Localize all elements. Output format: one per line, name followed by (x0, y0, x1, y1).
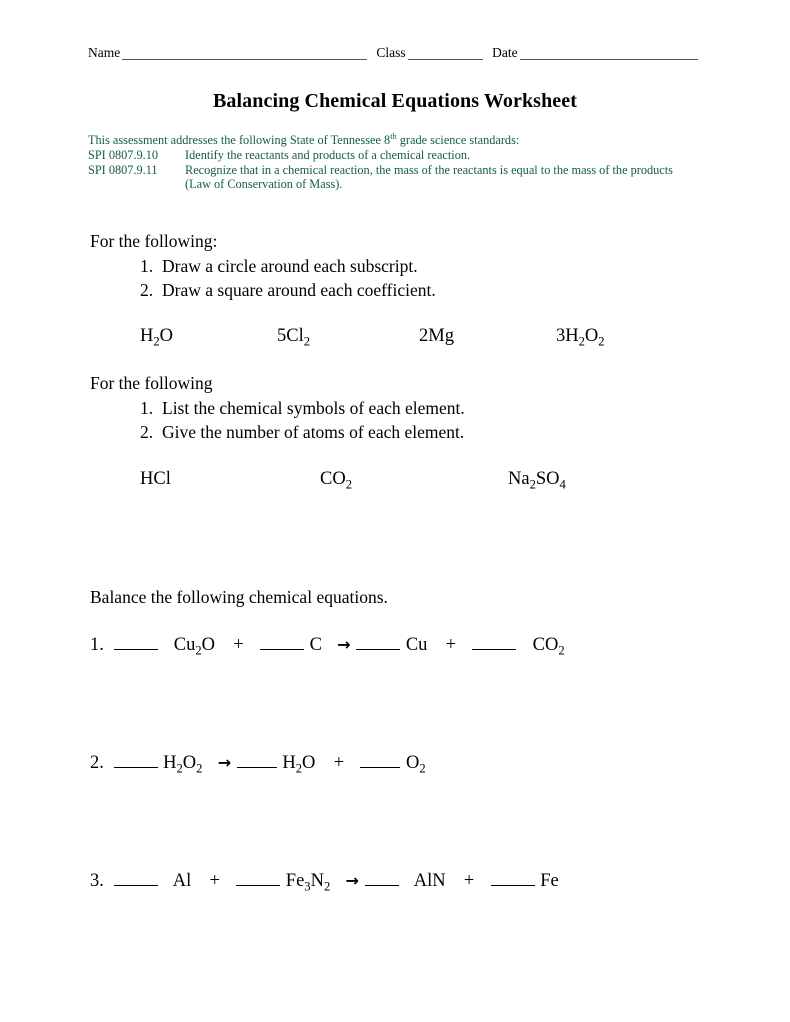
list-item (90, 278, 436, 303)
reaction-arrow-icon: → (337, 635, 351, 654)
coefficient-blank[interactable] (360, 754, 400, 768)
formula-2mg (419, 323, 454, 349)
section-two-formula-row (0, 466, 790, 492)
formula-text: 2Mg (419, 326, 454, 346)
list-item (90, 254, 436, 279)
coefficient-blank[interactable] (491, 872, 535, 886)
plus-sign: + (333, 753, 345, 773)
equation-1 (90, 632, 565, 658)
list-item-text: Draw a square around each coefficient. (162, 280, 436, 300)
formula-text: CO (320, 469, 346, 489)
formula-text: SO (535, 469, 560, 489)
coefficient-blank[interactable] (114, 872, 158, 886)
list-marker: 2. (140, 280, 154, 300)
class-label: Class (376, 45, 406, 60)
formula-text: H (140, 326, 154, 346)
formula-text: Na (508, 469, 530, 489)
formula-fe (540, 871, 559, 891)
list-marker: 1. (140, 397, 154, 418)
formula-text: O (182, 753, 197, 773)
list-item (90, 420, 465, 445)
standard-code: SPI 0807.9.11 (88, 162, 158, 177)
formula-subscript: 2 (176, 761, 183, 776)
formula-subscript: 2 (598, 334, 605, 349)
formula-text: CO (532, 635, 559, 655)
formula-text: O (201, 635, 216, 655)
equation-number: 2. (90, 753, 104, 773)
standard-code: SPI 0807.9.10 (88, 148, 159, 163)
balance-section-heading: Balance the following chemical equations. (90, 587, 388, 607)
section-one-formula-row (0, 323, 790, 349)
coefficient-blank[interactable] (260, 636, 304, 650)
section-one-heading: For the following: (90, 231, 218, 251)
list-item-text: Draw a circle around each subscript. (162, 255, 418, 276)
student-info-header (88, 46, 698, 60)
reaction-arrow-icon: → (217, 753, 232, 772)
formula-subscript: 2 (419, 761, 426, 776)
formula-text: Fe (285, 871, 305, 891)
formula-subscript: 3 (304, 879, 311, 894)
list-item (90, 396, 465, 421)
coefficient-blank[interactable] (114, 754, 158, 768)
formula-text: O (302, 753, 316, 773)
coefficient-blank[interactable] (365, 872, 399, 886)
class-write-in-line[interactable] (408, 48, 483, 60)
plus-sign: + (445, 635, 457, 655)
formula-subscript: 2 (558, 643, 565, 658)
coefficient-blank[interactable] (237, 754, 277, 768)
formula-aln (414, 871, 446, 891)
section-one-instructions (90, 229, 436, 303)
formula-text: 3H (556, 326, 579, 346)
formula-na2so4 (508, 466, 566, 492)
formula-subscript: 2 (345, 477, 352, 492)
list-item-text: List the chemical symbols of each element. (162, 397, 465, 418)
coefficient-blank[interactable] (472, 636, 516, 650)
standard-description: Recognize that in a chemical reaction, the mass of the reactants is equal to the mass of the products (Law of Conservation of Mass). (185, 162, 673, 192)
date-label: Date (492, 45, 518, 60)
standards-intro-text-b: grade science standards: (396, 133, 520, 147)
formula-fe3n2 (285, 871, 331, 894)
formula-subscript: 2 (195, 643, 202, 658)
formula-text: N (310, 871, 324, 891)
formula-c (310, 635, 322, 655)
standards-block (88, 133, 688, 192)
formula-subscript: 2 (529, 477, 536, 492)
page-title: Balancing Chemical Equations Worksheet (212, 90, 578, 112)
formula-subscript: 4 (559, 477, 566, 492)
formula-text: Fe (540, 871, 559, 891)
formula-h2o2 (163, 753, 203, 776)
coefficient-blank[interactable] (114, 636, 158, 650)
formula-o2 (405, 753, 426, 776)
formula-cu2o (173, 635, 216, 658)
equation-2 (90, 750, 426, 776)
date-write-in-line[interactable] (520, 48, 698, 60)
formula-h2o (140, 323, 173, 349)
section-two-instructions (90, 371, 465, 445)
equation-number: 3. (90, 871, 104, 891)
formula-text: Al (172, 871, 192, 891)
formula-hcl (140, 466, 171, 492)
formula-subscript: 2 (578, 334, 585, 349)
name-write-in-line[interactable] (122, 48, 367, 60)
formula-5cl2 (277, 323, 310, 349)
standard-description: Identify the reactants and products of a chemical reaction. (185, 148, 471, 163)
formula-text: O (584, 326, 599, 346)
section-two-list (90, 396, 465, 445)
formula-subscript: 2 (196, 761, 203, 776)
standard-row (88, 163, 688, 192)
coefficient-blank[interactable] (236, 872, 280, 886)
formula-text: O (405, 753, 420, 773)
plus-sign: + (209, 871, 220, 891)
section-one-list (90, 254, 436, 303)
formula-co2 (320, 466, 352, 492)
formula-3h2o2 (556, 323, 605, 349)
ordinal-suffix: th (390, 131, 397, 141)
formula-subscript: 2 (153, 334, 160, 349)
list-marker: 1. (140, 255, 154, 276)
reaction-arrow-icon: → (345, 871, 359, 890)
plus-sign: + (463, 871, 475, 891)
standards-intro-text-a: This assessment addresses the following State of Tennessee 8 (88, 133, 391, 147)
formula-text: 5Cl (277, 326, 304, 346)
list-marker: 2. (140, 422, 154, 442)
coefficient-blank[interactable] (356, 636, 400, 650)
name-label: Name (88, 45, 121, 60)
formula-subscript: 2 (323, 879, 331, 894)
formula-text: Cu (173, 635, 196, 655)
equation-number: 1. (90, 635, 104, 655)
equation-3 (90, 868, 559, 894)
formula-text: AlN (413, 871, 446, 891)
formula-subscript: 2 (295, 761, 303, 776)
plus-sign: + (233, 635, 244, 655)
standards-intro (88, 133, 688, 148)
formula-text: H (163, 753, 177, 773)
formula-text: Cu (405, 635, 428, 655)
formula-co2 (532, 635, 565, 658)
formula-subscript: 2 (303, 334, 311, 349)
formula-text: HCl (140, 469, 171, 489)
formula-text: H (282, 753, 296, 773)
section-two-heading: For the following (90, 373, 213, 393)
standard-row (88, 148, 688, 163)
formula-text: C (309, 635, 322, 655)
formula-h2o (282, 753, 316, 776)
formula-al (173, 871, 192, 891)
list-item-text: Give the number of atoms of each element. (162, 422, 465, 442)
formula-text: O (159, 326, 174, 346)
formula-cu (406, 635, 428, 655)
